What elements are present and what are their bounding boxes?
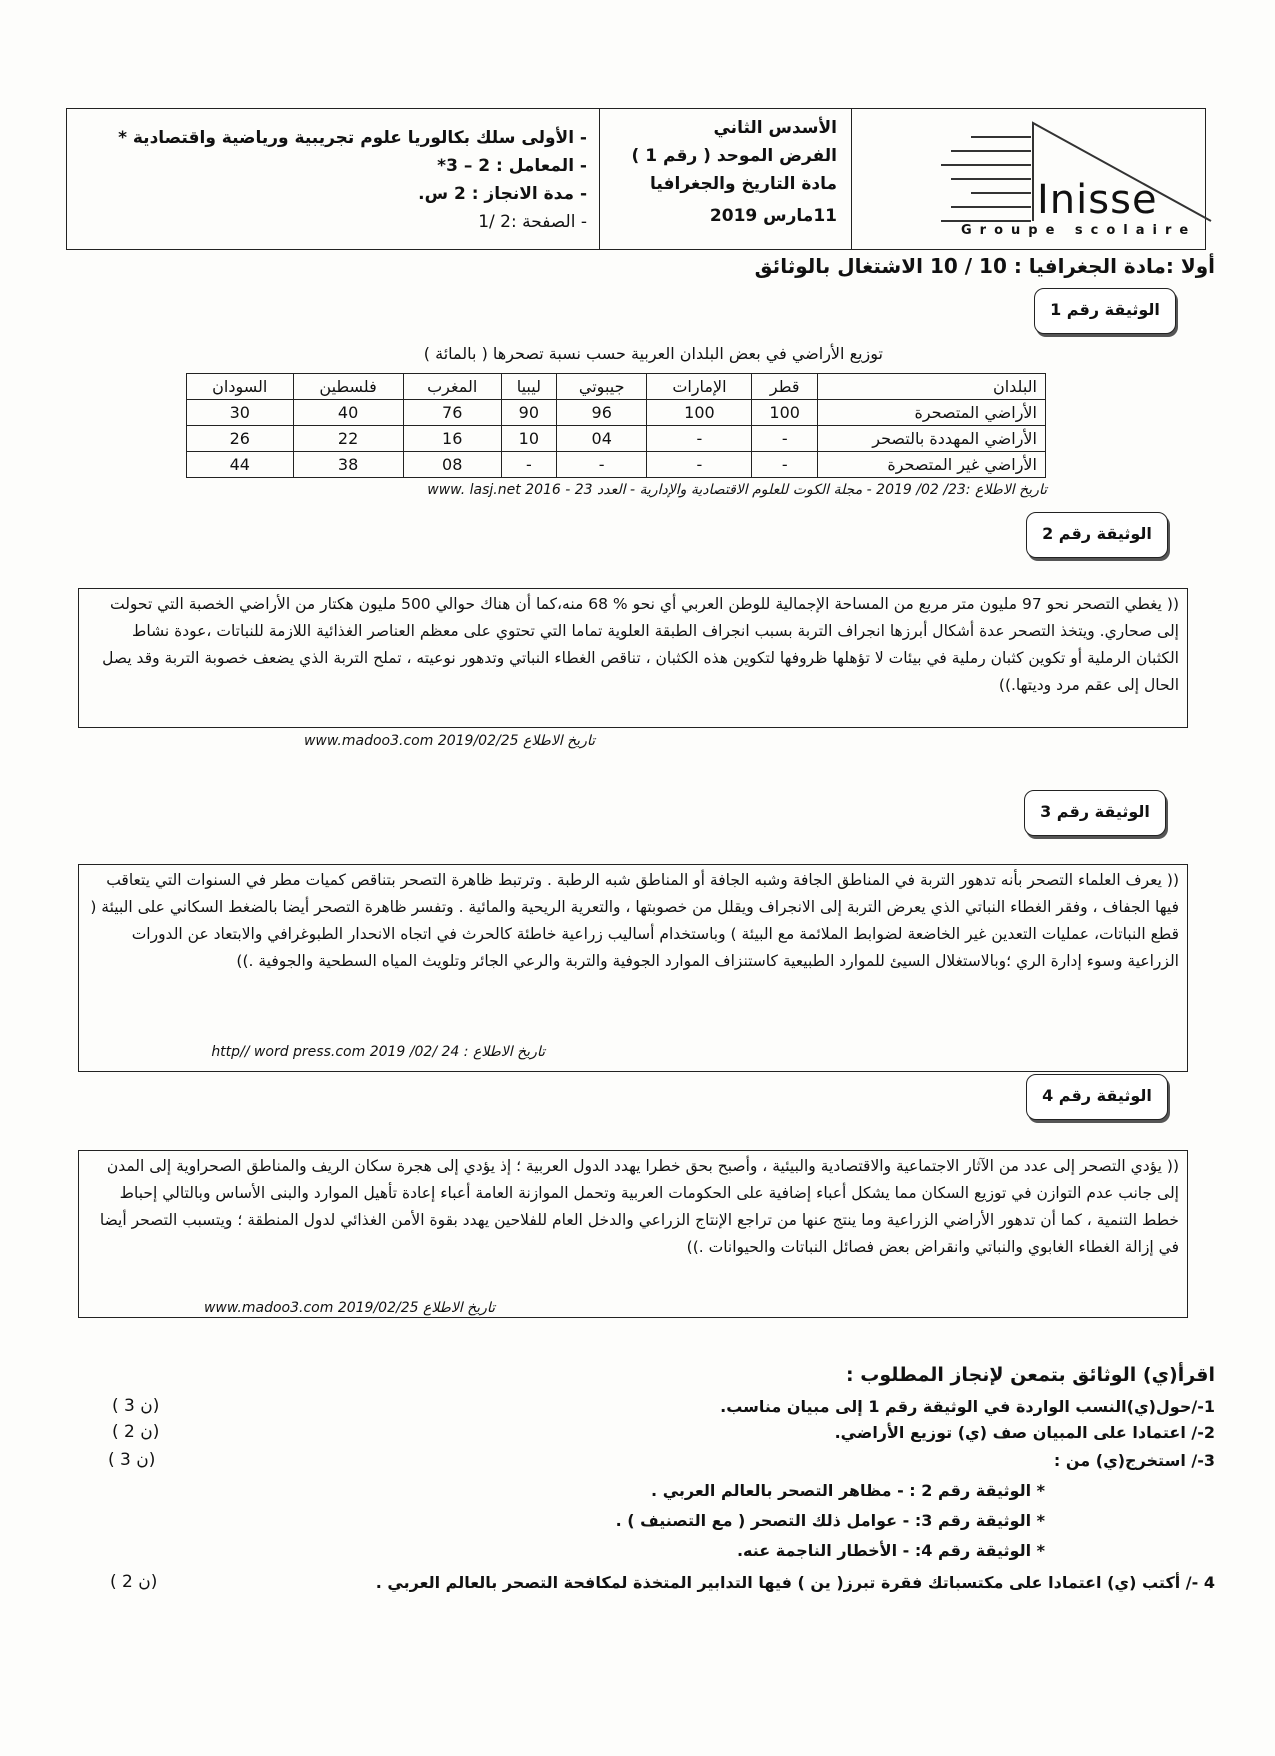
doc3-source: تاريخ الاطلاع : 24 /02/ 2019 http// word press.com	[211, 1044, 545, 1060]
question-3-item: * الوثيقة رقم 2 : - مظاهر التصحر بالعالم العربي .	[651, 1481, 1045, 1500]
doc2-source: تاريخ الاطلاع 2019/02/25 www.madoo3.com	[303, 733, 595, 749]
question-3-item: * الوثيقة رقم 4: - الأخطار الناجمة عنه.	[736, 1541, 1045, 1560]
exam-title-block	[599, 109, 852, 249]
table-cell: -	[647, 452, 752, 478]
table-cell: 30	[187, 400, 294, 426]
table-cell: -	[647, 426, 752, 452]
table-cell: 04	[556, 426, 647, 452]
land-distribution-table	[186, 373, 1046, 478]
table-header-cell: الإمارات	[647, 374, 752, 400]
doc4-label: الوثيقة رقم 4	[1026, 1074, 1168, 1120]
table-cell: 76	[403, 400, 501, 426]
exam-date: 11مارس 2019	[709, 206, 837, 226]
doc1-caption: توزيع الأراضي في بعض البلدان العربية حسب نسبة تصحرها ( بالمائة )	[423, 344, 883, 363]
exam-header	[66, 108, 1206, 250]
table-cell: 26	[187, 426, 294, 452]
doc3-text: (( يعرف العلماء التصحر بأنه تدهور التربة في المناطق الجافة وشبه الجافة أو المناطق شبه الرطبة . وترتبط ظاهرة التصحر بتناقص كميات مطر في السنوات التي يتعاقب فيها الجفاف ، وفقر الغطاء النباتي الذي يعرض التربة إلى الانجراف ويقلل من خصوبتها ، والتعرية الريحية والمائية . وتفسر ظاهرة التصحر أيضا بالضغط السكاني على البيئة ( قطع النباتات، عمليات التعدين غير الخاضعة لضوابط الملائمة مع البيئة ) وباستخدام أساليب زراعية خاطئة كالحرث في اتجاه الانحدار الطبوغرافي والابتعاد عن الدورات الزراعية وسوء إدارة الري ؛وبالاستغلال السيئ للموارد الطبيعية كاستنزاف الموارد الجوفية والتربة والرعي الجائر وتلويث المياه السطحية والجوفية .))	[78, 864, 1188, 1072]
table-row-header: الأراضي غير المتصحرة	[818, 452, 1046, 478]
table-cell: 08	[403, 452, 501, 478]
subject: مادة التاريخ والجغرافيا	[650, 174, 837, 194]
table-header-cell: البلدان	[818, 374, 1046, 400]
table-header-cell: قطر	[752, 374, 818, 400]
doc1-label: الوثيقة رقم 1	[1034, 288, 1176, 334]
table-header-cell: جيبوتي	[556, 374, 647, 400]
table-cell: -	[556, 452, 647, 478]
table-cell: -	[752, 426, 818, 452]
tasks-intro: اقرأ(ي) الوثائق بتمعن لإنجاز المطلوب :	[846, 1364, 1215, 1386]
semester: الأسدس الثاني	[713, 118, 837, 138]
table-row-header: الأراضي المتصحرة	[818, 400, 1046, 426]
table-cell: 38	[293, 452, 403, 478]
doc1-source: تاريخ الاطلاع :23/ 02/ 2019 - مجلة الكوت للعلوم الاقتصادية والإدارية - العدد 23 - 2016 www. lasj.net	[427, 482, 1047, 498]
doc2-label: الوثيقة رقم 2	[1026, 512, 1168, 558]
table-cell: 100	[752, 400, 818, 426]
exam-info-block	[67, 109, 600, 249]
question-1: 1-/حول(ي)النسب الواردة في الوثيقة رقم 1 إلى مبيان مناسب.	[720, 1397, 1215, 1416]
table-header-cell: المغرب	[403, 374, 501, 400]
table-row	[187, 426, 1046, 452]
question-2-mark: ( 2 ن)	[112, 1422, 160, 1442]
exam-page: - الصفحة :2 /1	[478, 212, 587, 232]
table-cell: 40	[293, 400, 403, 426]
exam-coefficient: - المعامل : 2 – 3*	[437, 156, 587, 176]
question-4: 4 -/ أكتب (ي) اعتمادا على مكتسباتك فقرة تبرز( ين ) فيها التدابير المتخذة لمكافحة التصحر بالعالم العربي .	[375, 1573, 1215, 1592]
question-2: 2-/ اعتمادا على المبيان صف (ي) توزيع الأراضي.	[834, 1423, 1215, 1442]
table-header-row	[187, 374, 1046, 400]
table-header-cell: السودان	[187, 374, 294, 400]
table-header-cell: ليبيا	[501, 374, 556, 400]
table-cell: 96	[556, 400, 647, 426]
doc4-text: (( يؤدي التصحر إلى عدد من الآثار الاجتماعية والاقتصادية والبيئية ، وأصبح بحق خطرا يهدد الدول العربية ؛ إذ يؤدي إلى هجرة سكان الريف والمناطق الصحراوية إلى المدن إلى جانب عدم التوازن في توزيع السكان مما يشكل أعباء إضافية على الحكومات العربية وتحمل الموازنة العامة أعباء إعادة تأهيل الموارد والبنى الأساس وبالتالي إحباط خطط التنمية ، كما أن تدهور الأراضي الزراعية وما ينتج عنها من تراجع الإنتاج الزراعي والدخل العام للفلاحين يهدد بقوة الأمن الغذائي لدول المنطقة ؛ ويتسبب التصحر أيضا في إزالة الغطاء الغابوي والنباتي وانقراض بعض فصائل النباتات والحيوانات .))	[78, 1150, 1188, 1318]
table-cell: 16	[403, 426, 501, 452]
table-cell: 100	[647, 400, 752, 426]
table-row-header: الأراضي المهددة بالتصحر	[818, 426, 1046, 452]
table-cell: 44	[187, 452, 294, 478]
question-3-item: * الوثيقة رقم 3: - عوامل ذلك التصحر ( مع التصنيف ) .	[615, 1511, 1045, 1530]
table-cell: 22	[293, 426, 403, 452]
question-1-mark: ( 3 ن)	[112, 1396, 160, 1416]
question-4-mark: ( 2 ن)	[110, 1572, 158, 1592]
table-cell: 10	[501, 426, 556, 452]
exam-title: الفرض الموحد ( رقم 1 )	[631, 146, 837, 166]
exam-level: - الأولى سلك بكالوريا علوم تجريبية ورياضية واقتصادية *	[118, 128, 587, 148]
exam-duration: - مدة الانجاز : 2 س.	[418, 184, 587, 204]
school-logo	[851, 109, 1205, 249]
doc4-source: تاريخ الاطلاع 2019/02/25 www.madoo3.com	[203, 1300, 495, 1316]
table-header-cell: فلسطين	[293, 374, 403, 400]
table-cell: 90	[501, 400, 556, 426]
table-row	[187, 452, 1046, 478]
section-title: أولا :مادة الجغرافيا : 10 / 10 الاشتغال بالوثائق	[754, 254, 1215, 278]
question-3: 3-/ استخرج(ي) من :	[1053, 1451, 1215, 1470]
table-row	[187, 400, 1046, 426]
logo-subtitle: Groupe scolaire	[961, 223, 1197, 238]
doc2-text: (( يغطي التصحر نحو 97 مليون متر مربع من المساحة الإجمالية للوطن العربي أي نحو % 68 منه،كما أن هناك حوالي 500 مليون هكتار من الأراضي الخصبة التي تحولت إلى صحاري. ويتخذ التصحر عدة أشكال أبرزها انجراف التربة بسبب انجراف الطبقة العلوية تماما التي تحتوي على معظم العناصر الغذائية اللازمة للنباتات ،عودة نشاط الكثبان الرملية أو تكوين كثبان رملية في بيئات لا تؤهلها ظروفها لتكوين هذه الكثبان ، تناقص الغطاء النباتي وتدهور نوعيته ، تملح التربة الذي يضعف خصوبة التربة وقد يصل الحال إلى عقم مرد وديتها.))	[78, 588, 1188, 728]
question-3-mark: ( 3 ن)	[108, 1450, 156, 1470]
logo-name: Inisse	[1037, 177, 1158, 223]
table-cell: -	[501, 452, 556, 478]
doc3-label: الوثيقة رقم 3	[1024, 790, 1166, 836]
table-cell: -	[752, 452, 818, 478]
